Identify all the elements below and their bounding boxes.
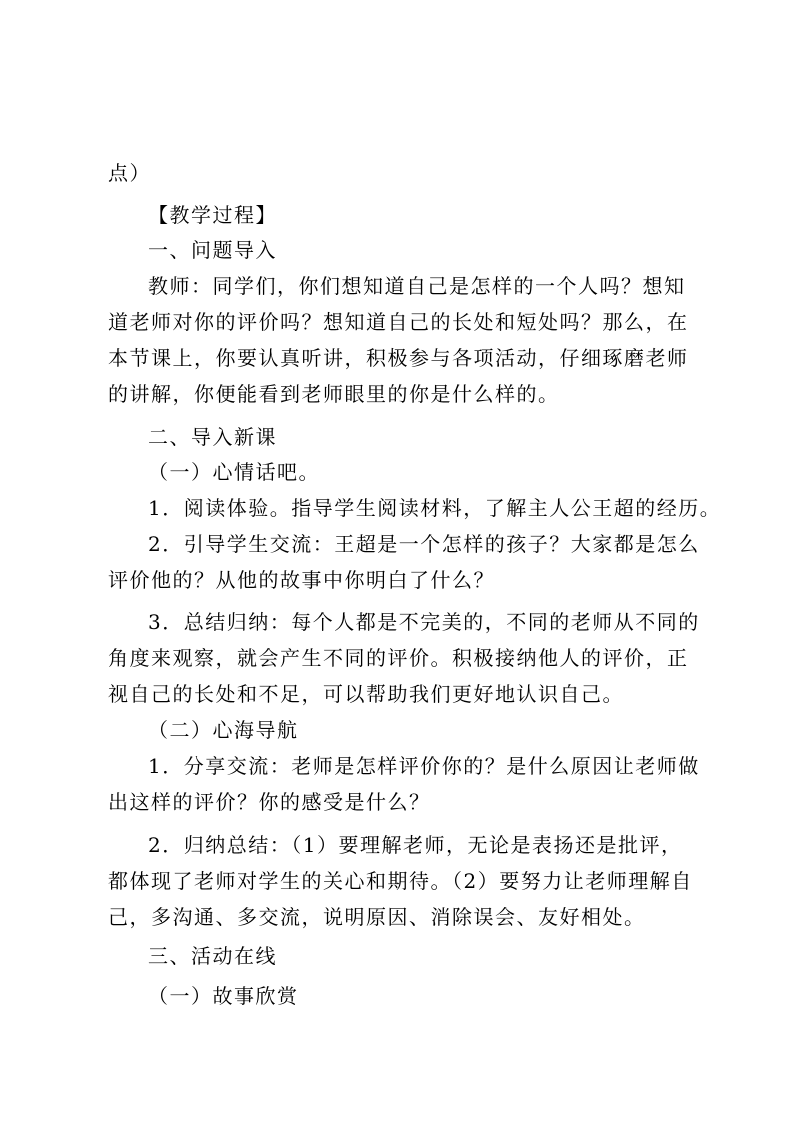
paragraph-line: 教师：同学们，你们想知道自己是怎样的一个人吗？想知 [148,274,686,298]
list-item: 3．总结归纳：每个人都是不完美的，不同的老师从不同的 [148,610,700,634]
paragraph-line: 评价他的？从他的故事中你明白了什么？ [108,568,495,592]
paragraph-line: 角度来观察，就会产生不同的评价。积极接纳他人的评价，正 [108,646,689,670]
paragraph-line: 的讲解，你便能看到老师眼里的你是什么样的。 [108,382,560,406]
paragraph-continuation: 点） [108,161,151,185]
heading-level-1: 一、问题导入 [148,238,277,262]
paragraph-line: 出这样的评价？你的感受是什么？ [108,790,431,814]
paragraph-line: 都体现了老师对学生的关心和期待。（2）要努力让老师理解自 [108,869,693,893]
paragraph-line: 本节课上，你要认真听讲，积极参与各项活动，仔细琢磨老师 [108,346,689,370]
paragraph-line: 道老师对你的评价吗？想知道自己的长处和短处吗？那么，在 [108,310,689,334]
heading-level-2: （二）心海导航 [148,718,299,742]
heading-level-1: 二、导入新课 [148,425,277,449]
section-title: 【教学过程】 [148,203,277,227]
list-item: 2．归纳总结：（1）要理解老师，无论是表扬还是批评， [148,833,683,857]
heading-level-1: 三、活动在线 [148,944,277,968]
heading-level-2: （一）心情话吧。 [148,460,320,484]
paragraph-line: 己，多沟通、多交流，说明原因、消除误会、友好相处。 [108,905,646,929]
list-item: 1．阅读体验。指导学生阅读材料，了解主人公王超的经历。 [148,496,722,520]
paragraph-line: 视自己的长处和不足，可以帮助我们更好地认识自己。 [108,682,624,706]
list-item: 2．引导学生交流：王超是一个怎样的孩子？大家都是怎么 [148,532,700,556]
heading-level-2: （一）故事欣赏 [148,984,299,1008]
list-item: 1．分享交流：老师是怎样评价你的？是什么原因让老师做 [148,754,700,778]
